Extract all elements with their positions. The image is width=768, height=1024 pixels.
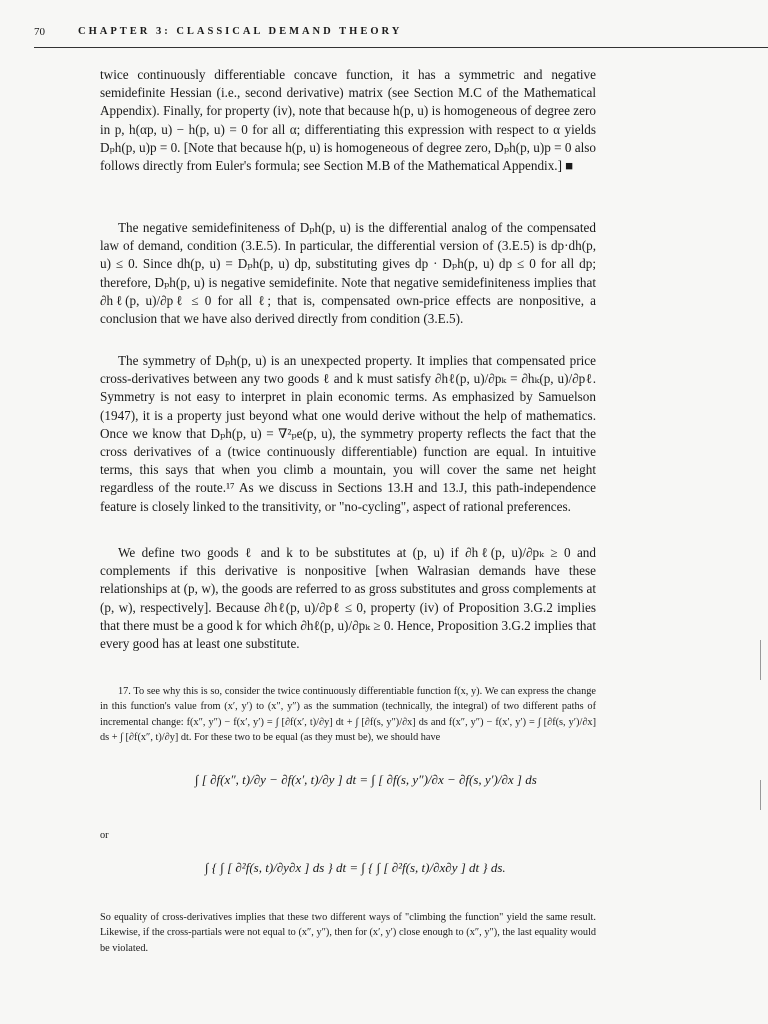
footnote-equation-1: ∫ [ ∂f(x″, t)/∂y − ∂f(x′, t)/∂y ] dt = ∫ [ ∂f(s, y″)/∂x − ∂f(s, y′)/∂x ] ds — [195, 772, 537, 787]
footnote-or: or — [100, 830, 109, 841]
footnote-text: 17. To see why this is so, consider the twice continuously differentiable function f(x, y). We can express the change in this function's value from (x′, y′) to (x″, y″) as the summation (technically, the integral) of two different paths of incremental change: f(x″, y″) − f(x′, y′) = ∫ [∂f(x′, t)/∂y] dt + ∫ [∂f(s, y″)/∂x] ds and f(x″, y″) − f(x′, y′) = ∫ [∂f(s, y′)/∂x] ds + ∫ [∂f(x″, t)/∂y] dt. For these two to be equal (as they must be), we should have — [100, 686, 596, 744]
paragraph-symmetry: The symmetry of Dₚh(p, u) is an unexpected property. It implies that compensated price cross-derivatives between any two goods ℓ and k must satisfy ∂hℓ(p, u)/∂pₖ = ∂hₖ(p, u)/∂pℓ. Symmetry is not easy to interpret in plain economic terms. As emphasized by Samuelson (1947), it is a property just beyond what one would derive without the help of mathematics. Once we know that Dₚh(p, u) = ∇²ₚe(p, u), the symmetry property reflects the fact that the cross derivatives of a (twice continuously differentiable) function are equal. In intuitive terms, this says that when you climb a mountain, you will cover the same net height regardless of the route.¹⁷ As we discuss in Sections 13.H and 13.J, this path-independence feature is closely linked to the transitivity, or "no-cycling", aspect of rational preferences. — [100, 353, 596, 514]
scan-margin-mark — [760, 780, 761, 810]
paragraph-substitutes: We define two goods ℓ and k to be substitutes at (p, u) if ∂hℓ(p, u)/∂pₖ ≥ 0 and complements if this derivative is nonpositive [when Walrasian demands have these relationships at (p, w), the goods are referred to as gross substitutes and gross complements at (p, w), respectively]. Because ∂hℓ(p, u)/∂pℓ ≤ 0, property (iv) of Proposition 3.G.2 implies that there must be a good k for which ∂hℓ(p, u)/∂pₖ ≥ 0. Hence, Proposition 3.G.2 implies that every good has at least one substitute. — [100, 545, 596, 652]
footnote-17 — [100, 684, 596, 746]
scan-margin-mark — [760, 640, 761, 680]
page-number: 70 — [34, 26, 45, 38]
paragraph-proof-end: twice continuously differentiable concave function, it has a symmetric and negative semidefinite Hessian (i.e., second derivative) matrix (see Section M.C of the Mathematical Appendix). Finally, for property (iv), note that because h(p, u) is homogeneous of degree zero in p, h(αp, u) − h(p, u) = 0 for all α; differentiating this expression with respect to α yields Dₚh(p, u)p = 0. [Note that because h(p, u) is homogeneous of degree zero, Dₚh(p, u)p = 0 also follows directly from Euler's formula; see Section M.B of the Mathematical Appendix.] ■ — [100, 67, 597, 174]
footnote-closing: So equality of cross-derivatives implies that these two different ways of "climbing the function" yield the same result. Likewise, if the cross-partials were not equal to (x″, y″), then for (x′, y′) close enough to (x″, y″), the last equality would be violated. — [100, 912, 596, 954]
footnote-equation-2: ∫ { ∫ [ ∂²f(s, t)/∂y∂x ] ds } dt = ∫ { ∫ [ ∂²f(s, t)/∂x∂y ] dt } ds. — [205, 860, 506, 875]
header-rule — [34, 47, 768, 48]
paragraph-negative-semidefinite: The negative semidefiniteness of Dₚh(p, u) is the differential analog of the compensated law of demand, condition (3.E.5). In particular, the differential version of (3.E.5) is dp·dh(p, u) ≤ 0. Since dh(p, u) = Dₚh(p, u) dp, substituting gives dp · Dₚh(p, u) dp ≤ 0 for all dp; therefore, Dₚh(p, u) is negative semidefinite. Note that negative semidefiniteness implies that ∂hℓ(p, u)/∂pℓ ≤ 0 for all ℓ; that is, compensated own-price effects are nonpositive, a conclusion that we have also derived directly from condition (3.E.5). — [100, 220, 596, 327]
chapter-title: CHAPTER 3: CLASSICAL DEMAND THEORY — [78, 26, 403, 37]
